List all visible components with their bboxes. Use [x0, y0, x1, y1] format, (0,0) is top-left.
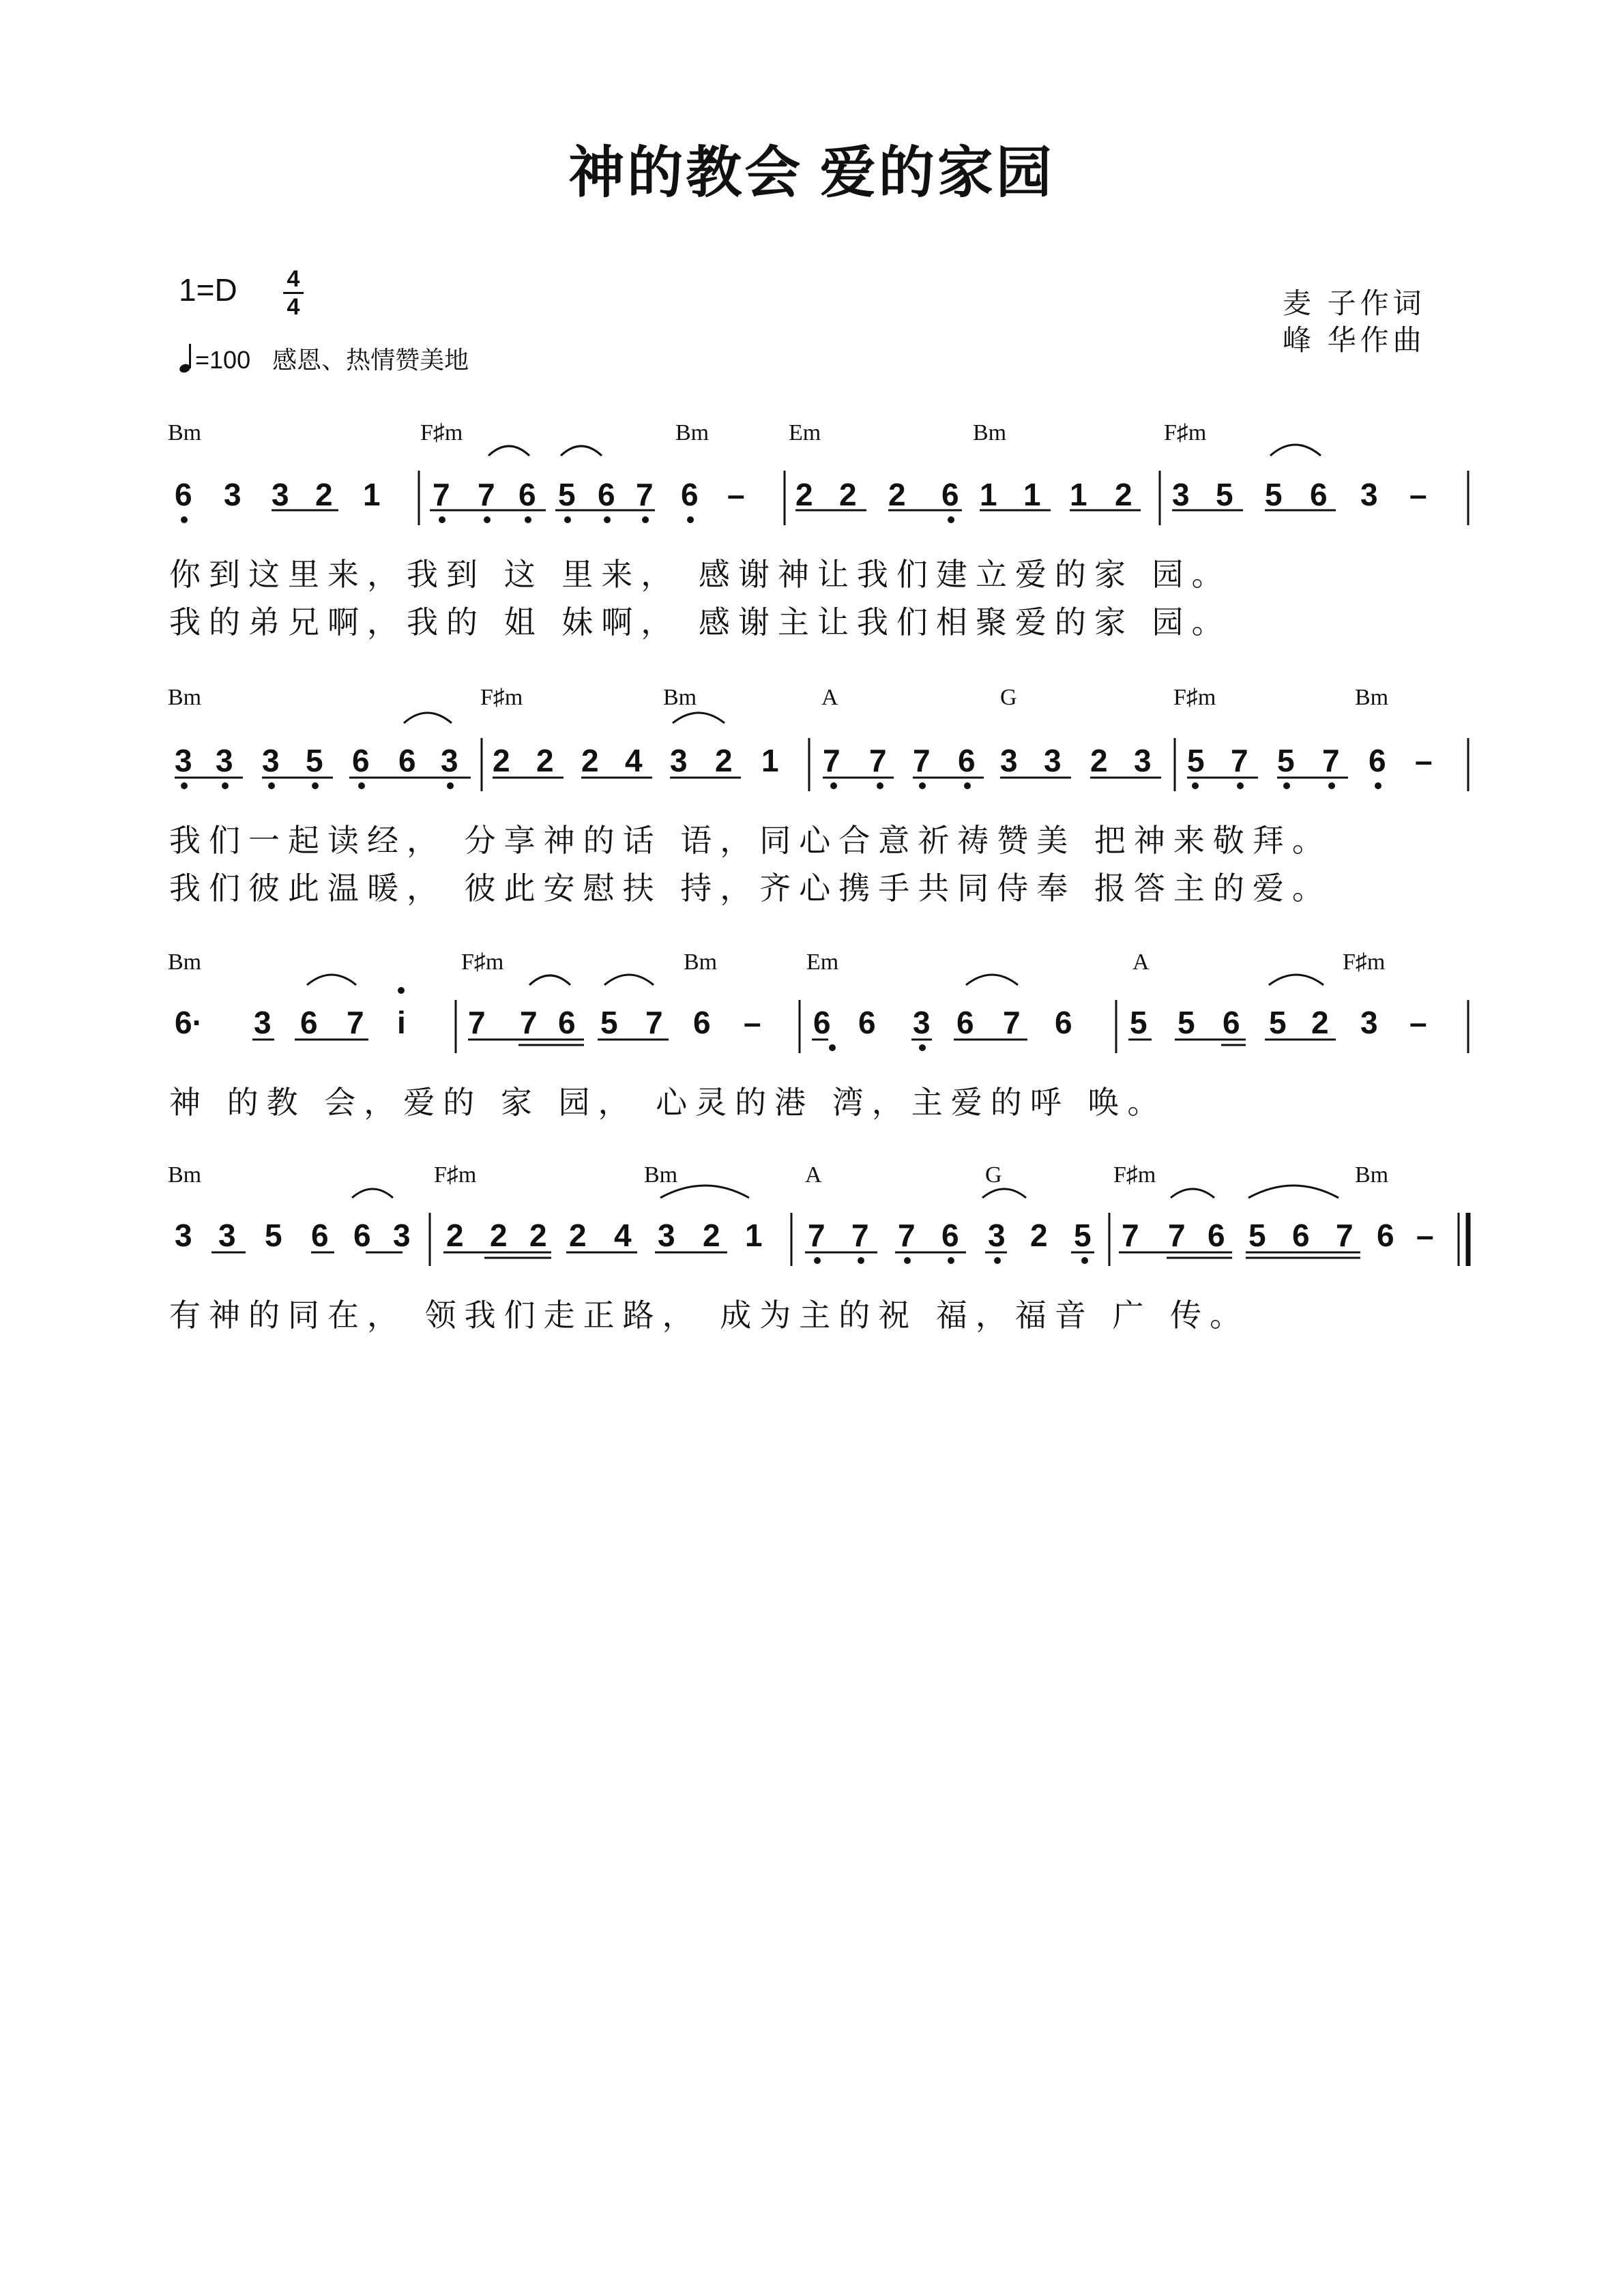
note: 6 [1208, 1218, 1225, 1253]
note: 1 [980, 477, 997, 512]
song-title: 神的教会 爱的家园 [568, 142, 1055, 204]
note: 3 [175, 1218, 192, 1253]
note: 6 [681, 477, 699, 512]
note: 6 [941, 1218, 959, 1253]
note: 7 [645, 1005, 663, 1040]
note: 4 [614, 1218, 632, 1253]
lyrics-verse-1: 你到这里来，我到 这 里来， 感谢神让我们建立爱的家 园。 [169, 556, 1231, 593]
note: 3 [393, 1218, 411, 1253]
chord-symbol: Bm [1355, 685, 1389, 710]
note: – [1409, 1005, 1427, 1040]
note: 6 [353, 1218, 371, 1253]
note: 2 [1090, 743, 1108, 778]
note: 2 [536, 743, 554, 778]
note: 2 [529, 1218, 547, 1253]
note: 2 [703, 1218, 720, 1253]
note: 3 [913, 1005, 931, 1040]
tempo-value: =100 [195, 346, 251, 374]
note: 3 [254, 1005, 272, 1040]
note: 5 [1277, 743, 1295, 778]
note: – [1416, 1218, 1434, 1253]
note: 3 [1172, 477, 1190, 512]
note: 1 [363, 477, 381, 512]
note: 7 [1168, 1218, 1186, 1253]
note: 3 [1044, 743, 1062, 778]
chord-symbol: Bm [168, 1162, 202, 1188]
chord-symbol: G [985, 1162, 1002, 1188]
note: 2 [569, 1218, 587, 1253]
note: 7 [823, 743, 840, 778]
note: 7 [433, 477, 450, 512]
note: 1 [761, 743, 779, 778]
note: 5 [1074, 1218, 1092, 1253]
note: 6 [352, 743, 370, 778]
note: i [397, 1005, 406, 1040]
lyrics-verse-1: 有神的同在， 领我们走正路， 成为主的祝 福，福音 广 传。 [169, 1297, 1250, 1334]
lyrics-verse-2: 我们彼此温暖， 彼此安慰扶 持，齐心携手共同侍奉 报答主的爱。 [169, 870, 1332, 907]
note: 3 [216, 743, 233, 778]
time-signature-bottom: 4 [287, 294, 300, 320]
chord-symbol: Bm [973, 420, 1007, 445]
note: – [744, 1005, 761, 1040]
note: 3 [441, 743, 458, 778]
note: 5 [265, 1218, 282, 1253]
note: 6 [558, 1005, 576, 1040]
note: 6 [858, 1005, 876, 1040]
note: 2 [715, 743, 733, 778]
note: 2 [446, 1218, 464, 1253]
note: 7 [1122, 1218, 1139, 1253]
note: 7 [520, 1005, 538, 1040]
chord-symbol: Bm [644, 1162, 678, 1188]
note: 7 [869, 743, 887, 778]
note: 6 [813, 1005, 831, 1040]
note: 2 [888, 477, 906, 512]
lyrics-verse-1: 神 的教 会，爱的 家 园， 心灵的港 湾，主爱的呼 唤。 [169, 1084, 1167, 1121]
note: 5 [558, 477, 576, 512]
note: 2 [493, 743, 510, 778]
note: 7 [913, 743, 931, 778]
chord-symbol: Bm [663, 685, 697, 710]
note: 3 [272, 477, 289, 512]
note: 6 [1292, 1218, 1310, 1253]
note: 7 [468, 1005, 486, 1040]
chord-symbol: Bm [1355, 1162, 1389, 1188]
note: 5 [1187, 743, 1205, 778]
note: 6 [1310, 477, 1328, 512]
note: 3 [1134, 743, 1152, 778]
note: 5 [1248, 1218, 1266, 1253]
note: 6 [518, 477, 536, 512]
chord-symbol: Em [806, 950, 839, 975]
chord-symbol: F♯m [434, 1162, 477, 1188]
note: 3 [670, 743, 688, 778]
note: 2 [1311, 1005, 1329, 1040]
lyricist-credit: 麦 子作词 [1283, 287, 1426, 319]
chord-symbol: G [1000, 685, 1017, 710]
chord-symbol: F♯m [1113, 1162, 1156, 1188]
note: 5 [600, 1005, 618, 1040]
note: 5 [1178, 1005, 1195, 1040]
note: 2 [1115, 477, 1132, 512]
note: 6 [941, 477, 959, 512]
key-signature: 1=D [179, 272, 237, 308]
note: 7 [636, 477, 654, 512]
chord-symbol: F♯m [1173, 685, 1216, 710]
note: 5 [1130, 1005, 1147, 1040]
chord-symbol: F♯m [461, 950, 504, 975]
note: 7 [851, 1218, 869, 1253]
note: 7 [347, 1005, 364, 1040]
note: 1 [745, 1218, 763, 1253]
note: 7 [1231, 743, 1248, 778]
composer-credit: 峰 华作曲 [1283, 324, 1426, 356]
note: 2 [1030, 1218, 1048, 1253]
note: 2 [490, 1218, 508, 1253]
note: – [727, 477, 745, 512]
note: 5 [1216, 477, 1233, 512]
note: 7 [1322, 743, 1340, 778]
note: 3 [1360, 477, 1378, 512]
note: 3 [1360, 1005, 1378, 1040]
note: 6 [1377, 1218, 1394, 1253]
note: 2 [315, 477, 333, 512]
chord-symbol: F♯m [1343, 950, 1386, 975]
note: 3 [658, 1218, 675, 1253]
note: 6 [1369, 743, 1386, 778]
note: 2 [839, 477, 857, 512]
chord-symbol: F♯m [420, 420, 463, 445]
note: – [1409, 477, 1427, 512]
note: 3 [262, 743, 280, 778]
note: 6· [175, 1005, 203, 1040]
note: 7 [808, 1218, 825, 1253]
note: 6 [598, 477, 615, 512]
note: 2 [795, 477, 813, 512]
chord-symbol: Em [789, 420, 821, 445]
note: 5 [306, 743, 323, 778]
note: 6 [958, 743, 976, 778]
expression-text: 感恩、热情赞美地 [272, 346, 469, 374]
note: 6 [175, 477, 192, 512]
lyrics-verse-1: 我们一起读经， 分享神的话 语，同心合意祈祷赞美 把神来敬拜。 [169, 822, 1332, 859]
chord-symbol: F♯m [1164, 420, 1207, 445]
note: 6 [1223, 1005, 1240, 1040]
chord-symbol: A [821, 685, 838, 710]
note: 5 [1265, 477, 1283, 512]
note: 4 [625, 743, 643, 778]
note: 3 [175, 743, 192, 778]
note: 3 [224, 477, 242, 512]
note: 7 [1336, 1218, 1354, 1253]
note: 3 [218, 1218, 236, 1253]
chord-symbol: Bm [675, 420, 710, 445]
note: 6 [398, 743, 416, 778]
note: 6 [1055, 1005, 1072, 1040]
note: 6 [693, 1005, 711, 1040]
chord-symbol: Bm [684, 950, 718, 975]
note: 3 [988, 1218, 1006, 1253]
note: 2 [581, 743, 599, 778]
note: 3 [1000, 743, 1018, 778]
chord-symbol: Bm [168, 420, 202, 445]
chord-symbol: A [1132, 950, 1150, 975]
note: 7 [898, 1218, 916, 1253]
chord-symbol: Bm [168, 950, 202, 975]
note: 5 [1269, 1005, 1287, 1040]
note: 7 [1003, 1005, 1021, 1040]
note: 1 [1070, 477, 1087, 512]
chord-symbol: Bm [168, 685, 202, 710]
note: 7 [478, 477, 495, 512]
lyrics-verse-2: 我的弟兄啊，我的 姐 妹啊， 感谢主让我们相聚爱的家 园。 [169, 604, 1231, 641]
note: – [1415, 743, 1433, 778]
note: 6 [311, 1218, 329, 1253]
note: 6 [300, 1005, 318, 1040]
chord-symbol: A [805, 1162, 822, 1188]
note: 1 [1023, 477, 1041, 512]
chord-symbol: F♯m [480, 685, 523, 710]
note: 6 [956, 1005, 974, 1040]
time-signature-top: 4 [287, 266, 300, 292]
